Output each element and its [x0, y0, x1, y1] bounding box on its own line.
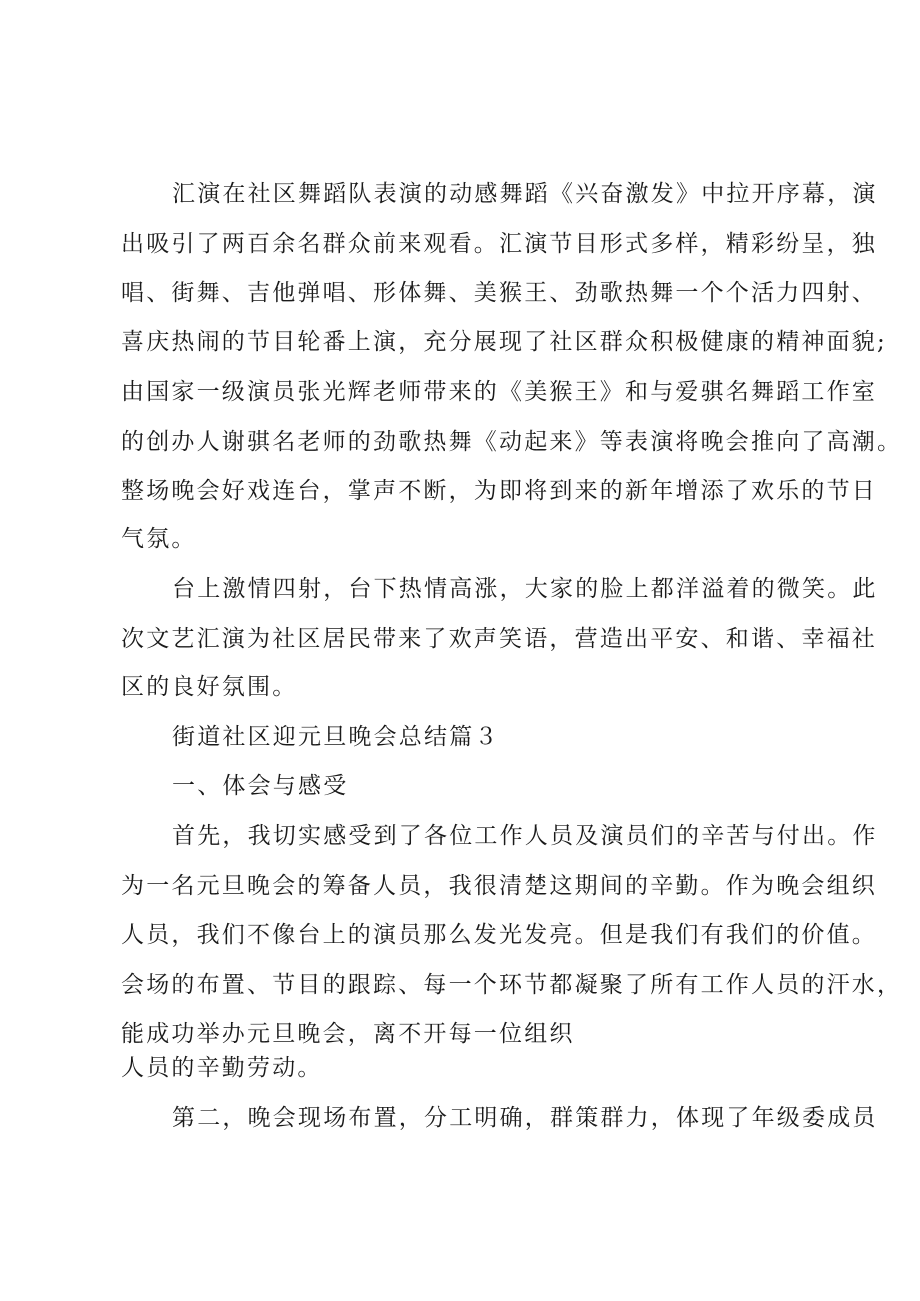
- paragraph-1-line-8: 气氛。: [121, 526, 197, 552]
- paragraph-4-line-1: 第二，晚会现场布置，分工明确，群策群力，体现了年级委成员: [172, 1105, 878, 1131]
- paragraph-1-line-1: 汇演在社区舞蹈队表演的动感舞蹈《兴奋激发》中拉开序幕，演: [172, 181, 878, 207]
- paragraph-1-line-3: 唱、街舞、吉他弹唱、形体舞、美猴王、劲歌热舞一个个活力四射、: [121, 280, 877, 306]
- paragraph-2-line-3: 区的良好氛围。: [121, 674, 298, 700]
- paragraph-3-line-6: 人员的辛勤劳动。: [121, 1055, 323, 1081]
- paragraph-3-line-3: 人员，我们不像台上的演员那么发光发亮。但是我们有我们的价值。: [121, 922, 877, 948]
- paragraph-1-line-7: 整场晚会好戏连台，掌声不断，为即将到来的新年增添了欢乐的节日: [121, 478, 877, 504]
- paragraph-1-line-5: 由国家一级演员张光辉老师带来的《美猴王》和与爱骐名舞蹈工作室: [121, 379, 877, 405]
- paragraph-2-line-2: 次文艺汇演为社区居民带来了欢声笑语，营造出平安、和谐、幸福社: [121, 626, 877, 652]
- paragraph-3-line-2: 为一名元旦晚会的筹备人员，我很清楚这期间的辛勤。作为晚会组织: [121, 873, 877, 899]
- subsection-heading: 一、体会与感受: [172, 773, 349, 799]
- paragraph-2-line-1: 台上激情四射，台下热情高涨，大家的脸上都洋溢着的微笑。此: [172, 576, 878, 602]
- paragraph-1-line-2: 出吸引了两百余名群众前来观看。汇演节目形式多样，精彩纷呈，独: [121, 231, 877, 257]
- paragraph-3-line-5: 能成功举办元旦晚会，离不开每一位组织: [121, 1021, 575, 1047]
- paragraph-1-line-6: 的创办人谢骐名老师的劲歌热舞《动起来》等表演将晚会推向了高潮。: [121, 429, 903, 455]
- paragraph-3-line-1: 首先，我切实感受到了各位工作人员及演员们的辛苦与付出。作: [172, 823, 878, 849]
- section-heading: 街道社区迎元旦晚会总结篇３: [172, 724, 500, 750]
- paragraph-3-line-4: 会场的布置、节目的跟踪、每一个环节都凝聚了所有工作人员的汗水，: [121, 972, 903, 998]
- paragraph-1-line-4: 喜庆热闹的节目轮番上演，充分展现了社区群众积极健康的精神面貌;: [121, 329, 887, 355]
